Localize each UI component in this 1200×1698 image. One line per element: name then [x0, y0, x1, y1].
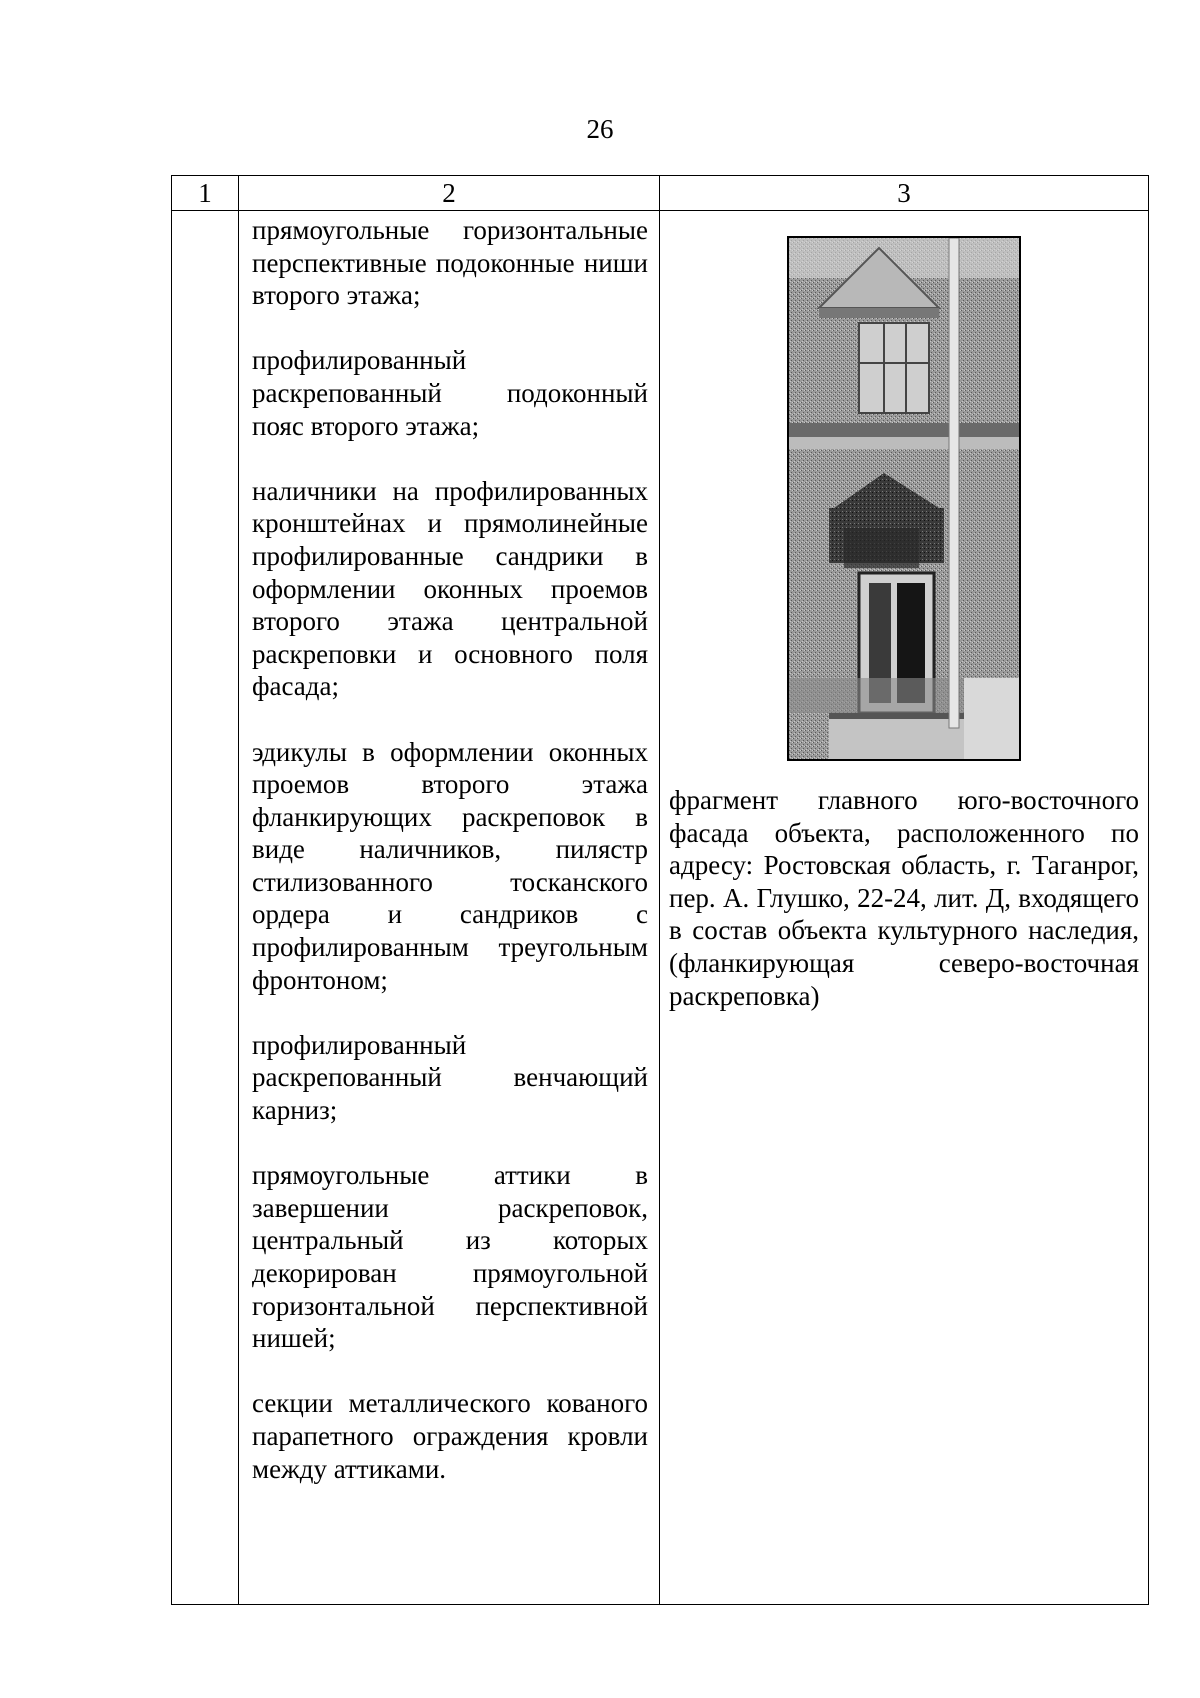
column-divider-1: [238, 176, 239, 1604]
facade-photo: [787, 236, 1021, 761]
paragraph-cornice: профилированный раскрепованный венчающий карниз;: [252, 1029, 648, 1126]
column-2-content: [252, 214, 648, 1518]
column-header-3: 3: [897, 178, 911, 208]
paragraph-attics: прямоугольные аттики в завершении раскреповок, центральный из которых декорирован прямоугольной горизонтальной перспективной нишей;: [252, 1160, 648, 1354]
paragraph-windowsill-belt: профилированный раскрепованный подоконный пояс второго этажа;: [252, 345, 648, 441]
photo-caption: фрагмент главного юго-восточного фасада объекта, расположенного по адресу: Ростовская область, г. Таганрог, пер. А. Глушко, 22-24, лит. Д, входящего в состав объекта культурного наследия, (фланкирующая северо-восточная раскреповка): [669, 785, 1139, 1011]
column-divider-2: [659, 176, 660, 1604]
paragraph-window-niches: прямоугольные горизонтальные перспективные подоконные ниши второго этажа;: [252, 215, 648, 311]
paragraph-aedicules: эдикулы в оформлении оконных проемов второго этажа фланкирующих раскреповок в виде наличников, пилястр стилизованного тосканского ордера и сандриков с профилированным треугольным фронтоном;: [252, 736, 648, 995]
paragraph-parapet: секции металлического кованого парапетного ограждения кровли между аттиками.: [252, 1388, 648, 1484]
paragraph-window-frames: наличники на профилированных кронштейнах и прямолинейные профилированные сандрики в оформлении оконных проемов второго этажа центральной раскреповки и основного поля фасада;: [252, 475, 648, 702]
attribute-table: [171, 175, 1149, 1605]
page-number: 26: [586, 114, 614, 144]
column-header-2: 2: [442, 178, 456, 208]
column-header-1: 1: [198, 178, 212, 208]
header-divider: [172, 210, 1148, 211]
